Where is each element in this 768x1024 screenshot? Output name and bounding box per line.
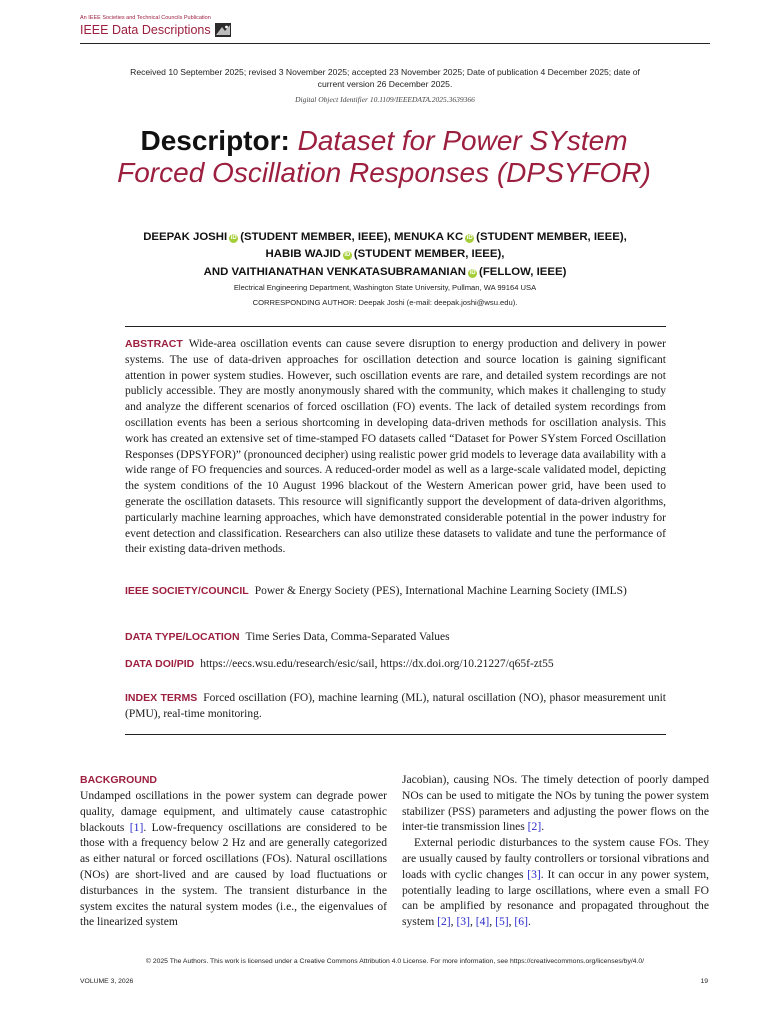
citation-link[interactable]: [3] (527, 867, 541, 881)
title-main: Dataset for Power SYstem Forced Oscillation Responses (DPSYFOR) (117, 125, 651, 188)
author-name: MENUKA KC (393, 231, 464, 243)
abstract-bottom-rule (125, 734, 666, 735)
society-label: IEEE SOCIETY/COUNCIL (125, 585, 249, 597)
received-dates: Received 10 September 2025; revised 3 November 2025; accepted 23 November 2025; Date of publication 4 December 2025; date of current version 26 December 2025. (130, 67, 640, 89)
volume-label: VOLUME 3, 2026 (80, 978, 134, 985)
background-heading: BACKGROUND (80, 774, 157, 786)
orcid-icon[interactable]: iD (469, 269, 476, 276)
background-paragraph-1-cont: Jacobian), causing NOs. The timely detection of poorly damped NOs can be used to mitigate the NOs by tuning the power system stabilizer (PSS) parameters and adjusting the power flows on the inter-tie transmission lines [2]. (402, 773, 709, 834)
orcid-icon[interactable]: iD (230, 235, 237, 241)
author-name: VAITHIANATHAN VENKATASUBRAMANIAN (231, 265, 467, 278)
data-type-location (125, 630, 666, 646)
society-text: Power & Energy Society (PES), International Machine Learning Society (IMLS) (254, 585, 627, 597)
author-name: HABIB WAJID (265, 248, 341, 261)
citation-link[interactable]: [4] (475, 915, 490, 929)
publication-line: An IEEE Societies and Technical Councils Publication (80, 15, 211, 21)
author-role: (FELLOW, IEEE) (479, 265, 567, 278)
abstract-label: ABSTRACT (125, 338, 183, 350)
author-role: (STUDENT MEMBER, IEEE), (353, 248, 505, 261)
journal-name: IEEE Data Descriptions (80, 23, 211, 37)
index-terms-label: INDEX TERMS (125, 692, 198, 704)
author-list (130, 229, 640, 281)
author-role: (STUDENT MEMBER, IEEE), (476, 231, 627, 243)
data-doi (125, 657, 666, 673)
journal-logo-icon (215, 23, 231, 37)
body-text: Undamped oscillations in the power system can degrade power quality, damage equipment, and ultimately cause catastrophic blackouts (80, 789, 387, 834)
paper-title (110, 125, 658, 188)
data-doi-label: DATA DOI/PID (125, 658, 195, 670)
data-doi-link[interactable]: https://eecs.wsu.edu/research/esic/sail, https://dx.doi.org/10.21227/q65f-zt55 (200, 658, 554, 670)
body-text: . Low-frequency oscillations are considered to be those with a frequency below 2 Hz and are generally categorized as either natural or forced oscillations (FOs). Natural oscillations (NOs) are short-lived and are caused by load fluctuations or disturbances in the system. The transient disturbance in the system excites the natural system modes (i.e., the eigenvalues of the linearized system (80, 820, 387, 929)
abstract (125, 337, 666, 558)
title-prefix: Descriptor: (140, 125, 290, 156)
orcid-icon[interactable]: iD (344, 252, 351, 259)
background-paragraph-1 (80, 788, 387, 930)
citation-link[interactable]: [1] (129, 820, 144, 834)
data-type-text: Time Series Data, Comma-Separated Values (245, 631, 450, 643)
citation-link[interactable]: [5] (495, 915, 509, 929)
index-terms (125, 691, 666, 723)
citation-link[interactable]: [2] (437, 915, 451, 929)
author-role: (STUDENT MEMBER, IEEE), (240, 231, 391, 243)
background-column-right (402, 772, 709, 930)
abstract-top-rule (125, 326, 666, 327)
body-text: . It can occur in any power system, potentially leading to large oscillations, where even a small FO can be amplified by resonance and propagated throughout the system (402, 867, 709, 929)
citation-link[interactable]: [3] (456, 915, 470, 929)
masthead (80, 15, 231, 37)
background-column-left (80, 772, 387, 930)
index-terms-text: Forced oscillation (FO), machine learning (ML), natural oscillation (NO), phasor measurement unit (PMU), real-time monitoring. (125, 692, 666, 720)
abstract-text: Wide-area oscillation events can cause severe disruption to energy production and delivery in power systems. The use of data-driven approaches for oscillation detection and source location is gaining significant attention in power system studies. However, such oscillation events are rare, and detailed system recordings are not publicly accessible. They are mostly anonymously shared with the community, which makes it challenging to study and analyze the different scenarios of forced oscillation (FO) events. The lack of detailed system recordings from oscillation events has been a serious shortcoming in developing data-driven methods for oscillation analysis. This work has created an extensive set of time-stamped FO datasets called “Dataset for Power SYstem Forced Oscillation Responses (DPSYFOR)” (pronounced decipher) using realistic power grid models to leverage data availability with a wide range of FO frequencies and sources. A reduced-order model as well as a large-scale validated model, depicting the system conditions of the 10 August 1996 blackout of the Western American power grid, have been used to generate the oscillation datasets. This resource will significantly support the development of data-driven algorithms, particularly machine learning approaches, which have demonstrated considerable potential in the power industry for event detection and classification. Researchers can also utilize these datasets to validate and tune the performance of their existing data-driven methods. (125, 338, 666, 556)
data-type-label: DATA TYPE/LOCATION (125, 631, 240, 643)
license-footer: © 2025 The Authors. This work is licensed under a Creative Commons Attribution 4.0 License. For more information, see https://creativecommons.org/licenses/by/4.0/ (145, 958, 645, 965)
corresponding-author: CORRESPONDING AUTHOR: Deepak Joshi (e-mail: deepak.joshi@wsu.edu). (252, 298, 518, 307)
affiliation: Electrical Engineering Department, Washington State University, Pullman, WA 99164 USA (233, 283, 537, 292)
doi-line: Digital Object Identifier 10.1109/IEEEDATA.2025.3639366 (295, 95, 475, 104)
orcid-icon[interactable]: iD (466, 235, 473, 241)
society-council (125, 584, 666, 600)
author-name: DEEPAK JOSHI (143, 231, 228, 243)
background-paragraph-2: External periodic disturbances to the system cause FOs. They are usually caused by faulty controllers or torsional vibrations and loads with cyclic changes [3]. It can occur in any power system, potentially leading to large oscillations, where even a small FO can be amplified by resonance and propagated throughout the system [2], [3], [4], [5], [6]. (402, 836, 709, 929)
header-rule (80, 43, 710, 44)
citation-link[interactable]: [6] (514, 915, 528, 929)
author-conjunction: AND (203, 265, 229, 278)
body-text: External periodic disturbances to the system cause FOs. They are usually caused by faulty controllers or torsional vibrations and loads with cyclic changes (402, 836, 709, 881)
citation-link[interactable]: [2] (527, 820, 542, 834)
page-number: 19 (700, 978, 708, 985)
